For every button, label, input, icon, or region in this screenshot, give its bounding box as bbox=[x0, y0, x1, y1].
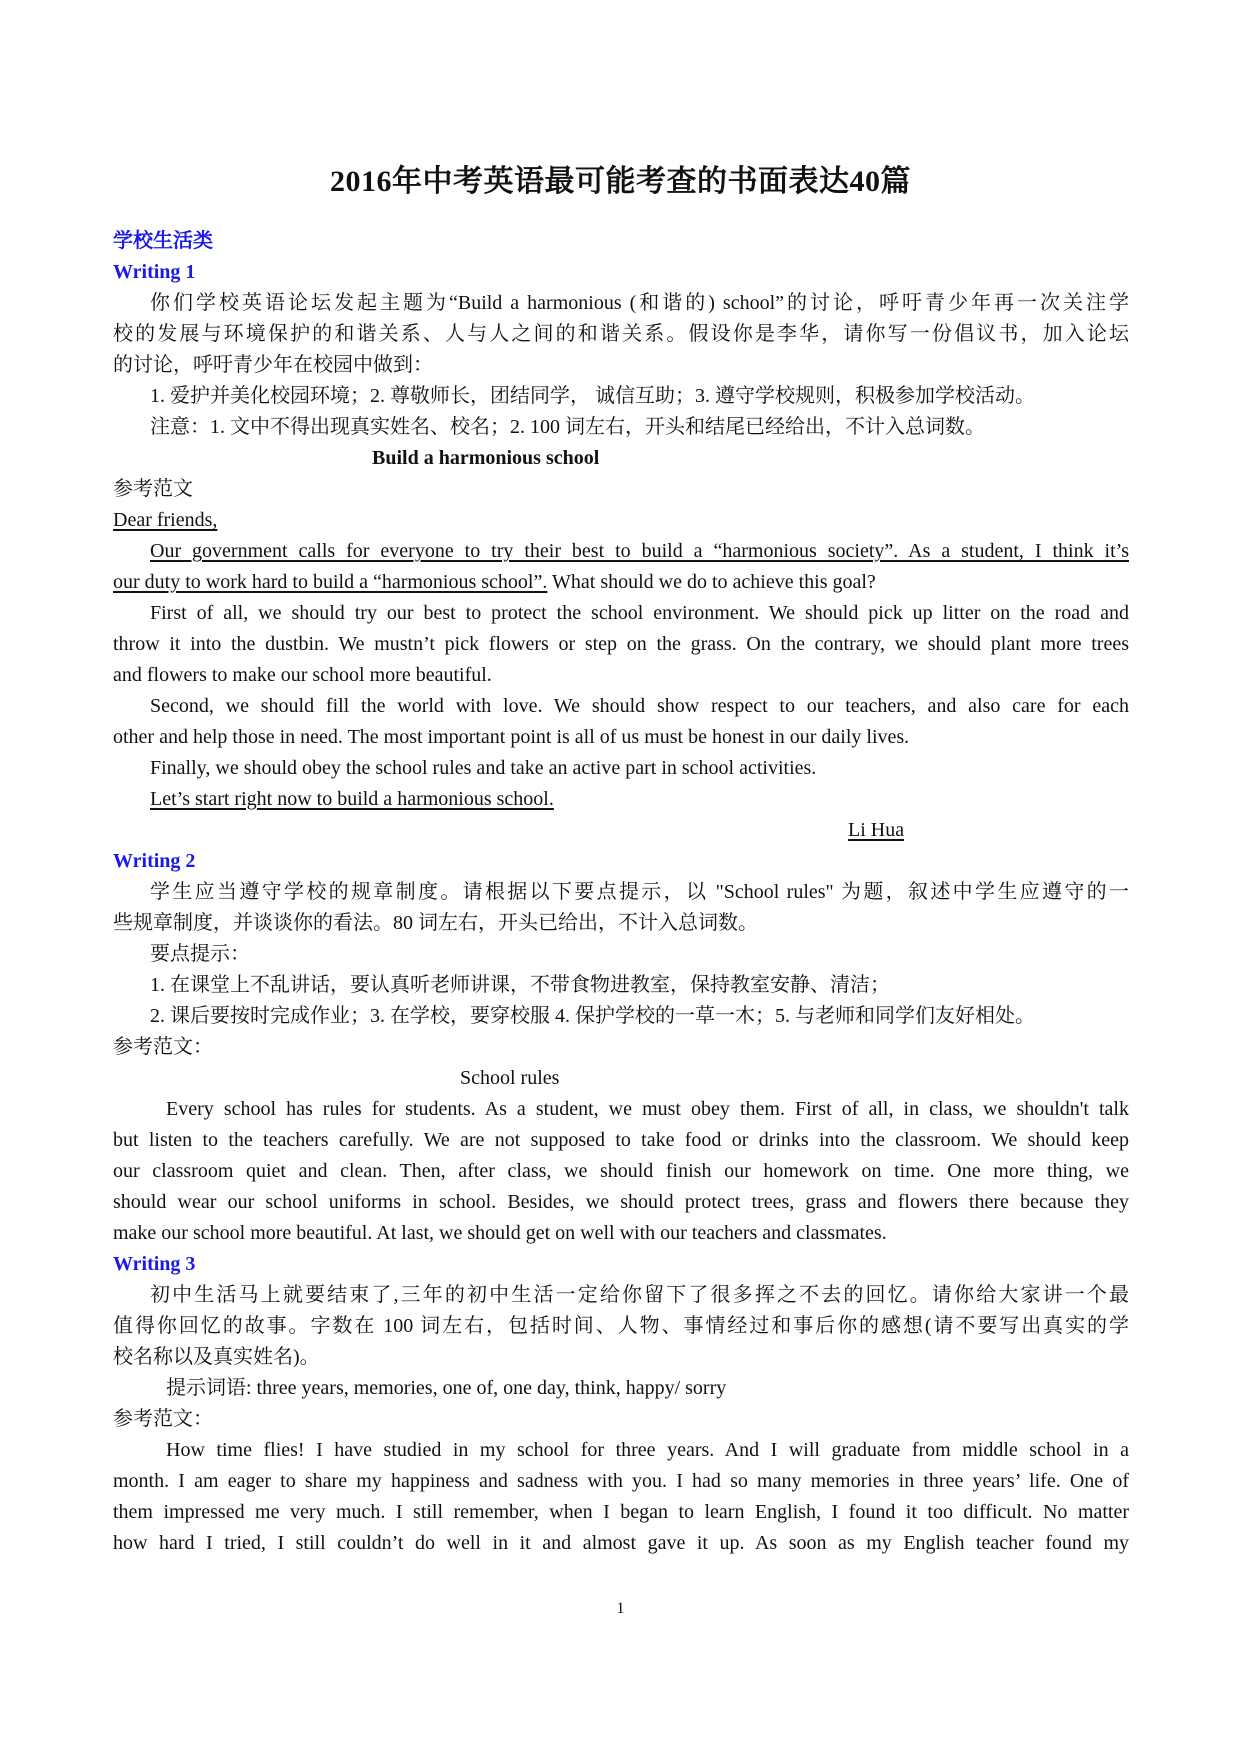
writing-1-note: 注意：1. 文中不得出现真实姓名、校名；2. 100 词左右，开头和结尾已经给出，不计入总词数。 bbox=[150, 416, 985, 438]
writing-2-essay-line: but listen to the teachers carefully. We are not supposed to take food or drinks into the classroom. We should keep bbox=[113, 1129, 1129, 1151]
writing-1-prompt-line: 的讨论，呼吁青少年在校园中做到： bbox=[113, 354, 433, 376]
writing-1-para3-line: Second, we should fill the world with love. We should show respect to our teachers, and also care for each bbox=[150, 695, 1129, 717]
writing-1-prompt-line: 校的发展与环境保护的和谐关系、人与人之间的和谐关系。假设你是李华，请你写一份倡议书，加入论坛 bbox=[113, 323, 1129, 345]
writing-3-essay-line: month. I am eager to share my happiness and sadness with you. I had so many memories in three years’ life. One of bbox=[113, 1470, 1129, 1492]
writing-1-signature: Li Hua bbox=[848, 819, 905, 841]
writing-3-essay-line: How time flies! I have studied in my school for three years. And I will graduate from middle school in a bbox=[166, 1439, 1129, 1461]
writing-3-prompt-line: 初中生活马上就要结束了,三年的初中生活一定给你留下了很多挥之不去的回忆。请你给大家讲一个最 bbox=[150, 1284, 1129, 1306]
writing-3-hint: 提示词语: three years, memories, one of, one day, think, happy/ sorry bbox=[166, 1377, 727, 1399]
writing-2-prompt-line: 些规章制度，并谈谈你的看法。80 词左右，开头已给出，不计入总词数。 bbox=[113, 912, 758, 934]
document-title: 2016年中考英语最可能考查的书面表达40篇 bbox=[330, 165, 911, 198]
writing-3-essay-line: them impressed me very much. I still remember, when I began to learn English, I found it too difficult. No matter bbox=[113, 1501, 1129, 1523]
writing-1-para2-line: throw it into the dustbin. We mustn’t pick flowers or step on the grass. On the contrary, we should plant more trees bbox=[113, 633, 1129, 655]
writing-1-closing bbox=[150, 784, 1129, 815]
writing-1-para2-line: First of all, we should try our best to protect the school environment. We should pick up litter on the road and bbox=[150, 602, 1129, 624]
writing-1-heading: Writing 1 bbox=[113, 261, 196, 283]
writing-3-heading: Writing 3 bbox=[113, 1253, 196, 1275]
writing-3-prompt-line: 值得你回忆的故事。字数在 100 词左右，包括时间、人物、事情经过和事后你的感想(请不要写出真实的学 bbox=[113, 1315, 1129, 1337]
writing-1-para1-line bbox=[113, 567, 1129, 598]
writing-1-para1-underlined: our duty to work hard to build a “harmonious school”. bbox=[113, 571, 548, 593]
writing-2-essay-line: should wear our school uniforms in school. Besides, we should protect trees, grass and flowers there because they bbox=[113, 1191, 1129, 1213]
writing-3-prompt-line: 校名称以及真实姓名)。 bbox=[113, 1346, 320, 1368]
section-heading: 学校生活类 bbox=[113, 230, 213, 252]
writing-2-hint-line: 1. 在课堂上不乱讲话，要认真听老师讲课，不带食物进教室，保持教室安静、清洁； bbox=[150, 974, 890, 996]
writing-1-greeting: Dear friends, bbox=[113, 509, 218, 531]
writing-2-essay-title: School rules bbox=[460, 1067, 560, 1089]
writing-2-essay-line: Every school has rules for students. As a student, we must obey them. First of all, in class, we shouldn't talk bbox=[166, 1098, 1129, 1120]
writing-2-hint-label: 要点提示： bbox=[150, 943, 250, 965]
writing-1-para1-line: Our government calls for everyone to try their best to build a “harmonious society”. As a student, I think it’s bbox=[150, 540, 1129, 562]
page-number: 1 bbox=[616, 1600, 625, 1617]
writing-3-essay-line: how hard I tried, I still couldn’t do well in it and almost gave it up. As soon as my English teacher found my bbox=[113, 1532, 1129, 1554]
writing-1-closing-text: Let’s start right now to build a harmonious school. bbox=[150, 788, 554, 810]
writing-2-essay-line: make our school more beautiful. At last, we should get on well with our teachers and classmates. bbox=[113, 1222, 887, 1244]
writing-1-para2-line: and flowers to make our school more beautiful. bbox=[113, 664, 492, 686]
writing-1-points: 1. 爱护并美化校园环境；2. 尊敬师长，团结同学， 诚信互助；3. 遵守学校规则，积极参加学校活动。 bbox=[150, 385, 1035, 407]
writing-1-para1-rest: What should we do to achieve this goal? bbox=[547, 571, 876, 593]
writing-1-para4: Finally, we should obey the school rules and take an active part in school activities. bbox=[150, 757, 817, 779]
writing-2-heading: Writing 2 bbox=[113, 850, 196, 872]
writing-1-essay-title: Build a harmonious school bbox=[372, 447, 600, 469]
writing-2-essay-line: our classroom quiet and clean. Then, after class, we should finish our homework on time. One more thing, we bbox=[113, 1160, 1129, 1182]
writing-1-ref-label: 参考范文 bbox=[113, 478, 193, 500]
writing-3-ref-label: 参考范文： bbox=[113, 1408, 213, 1430]
writing-1-para3-line: other and help those in need. The most important point is all of us must be honest in our daily lives. bbox=[113, 726, 910, 748]
writing-1-prompt-line: 你们学校英语论坛发起主题为“Build a harmonious (和谐的) school”的讨论，呼吁青少年再一次关注学 bbox=[150, 292, 1129, 314]
writing-2-prompt-line: 学生应当遵守学校的规章制度。请根据以下要点提示，以 "School rules" 为题，叙述中学生应遵守的一 bbox=[150, 881, 1129, 903]
writing-2-hint-line: 2. 课后要按时完成作业；3. 在学校，要穿校服 4. 保护学校的一草一木；5. 与老师和同学们友好相处。 bbox=[150, 1005, 1035, 1027]
writing-2-ref-label: 参考范文： bbox=[113, 1036, 213, 1058]
